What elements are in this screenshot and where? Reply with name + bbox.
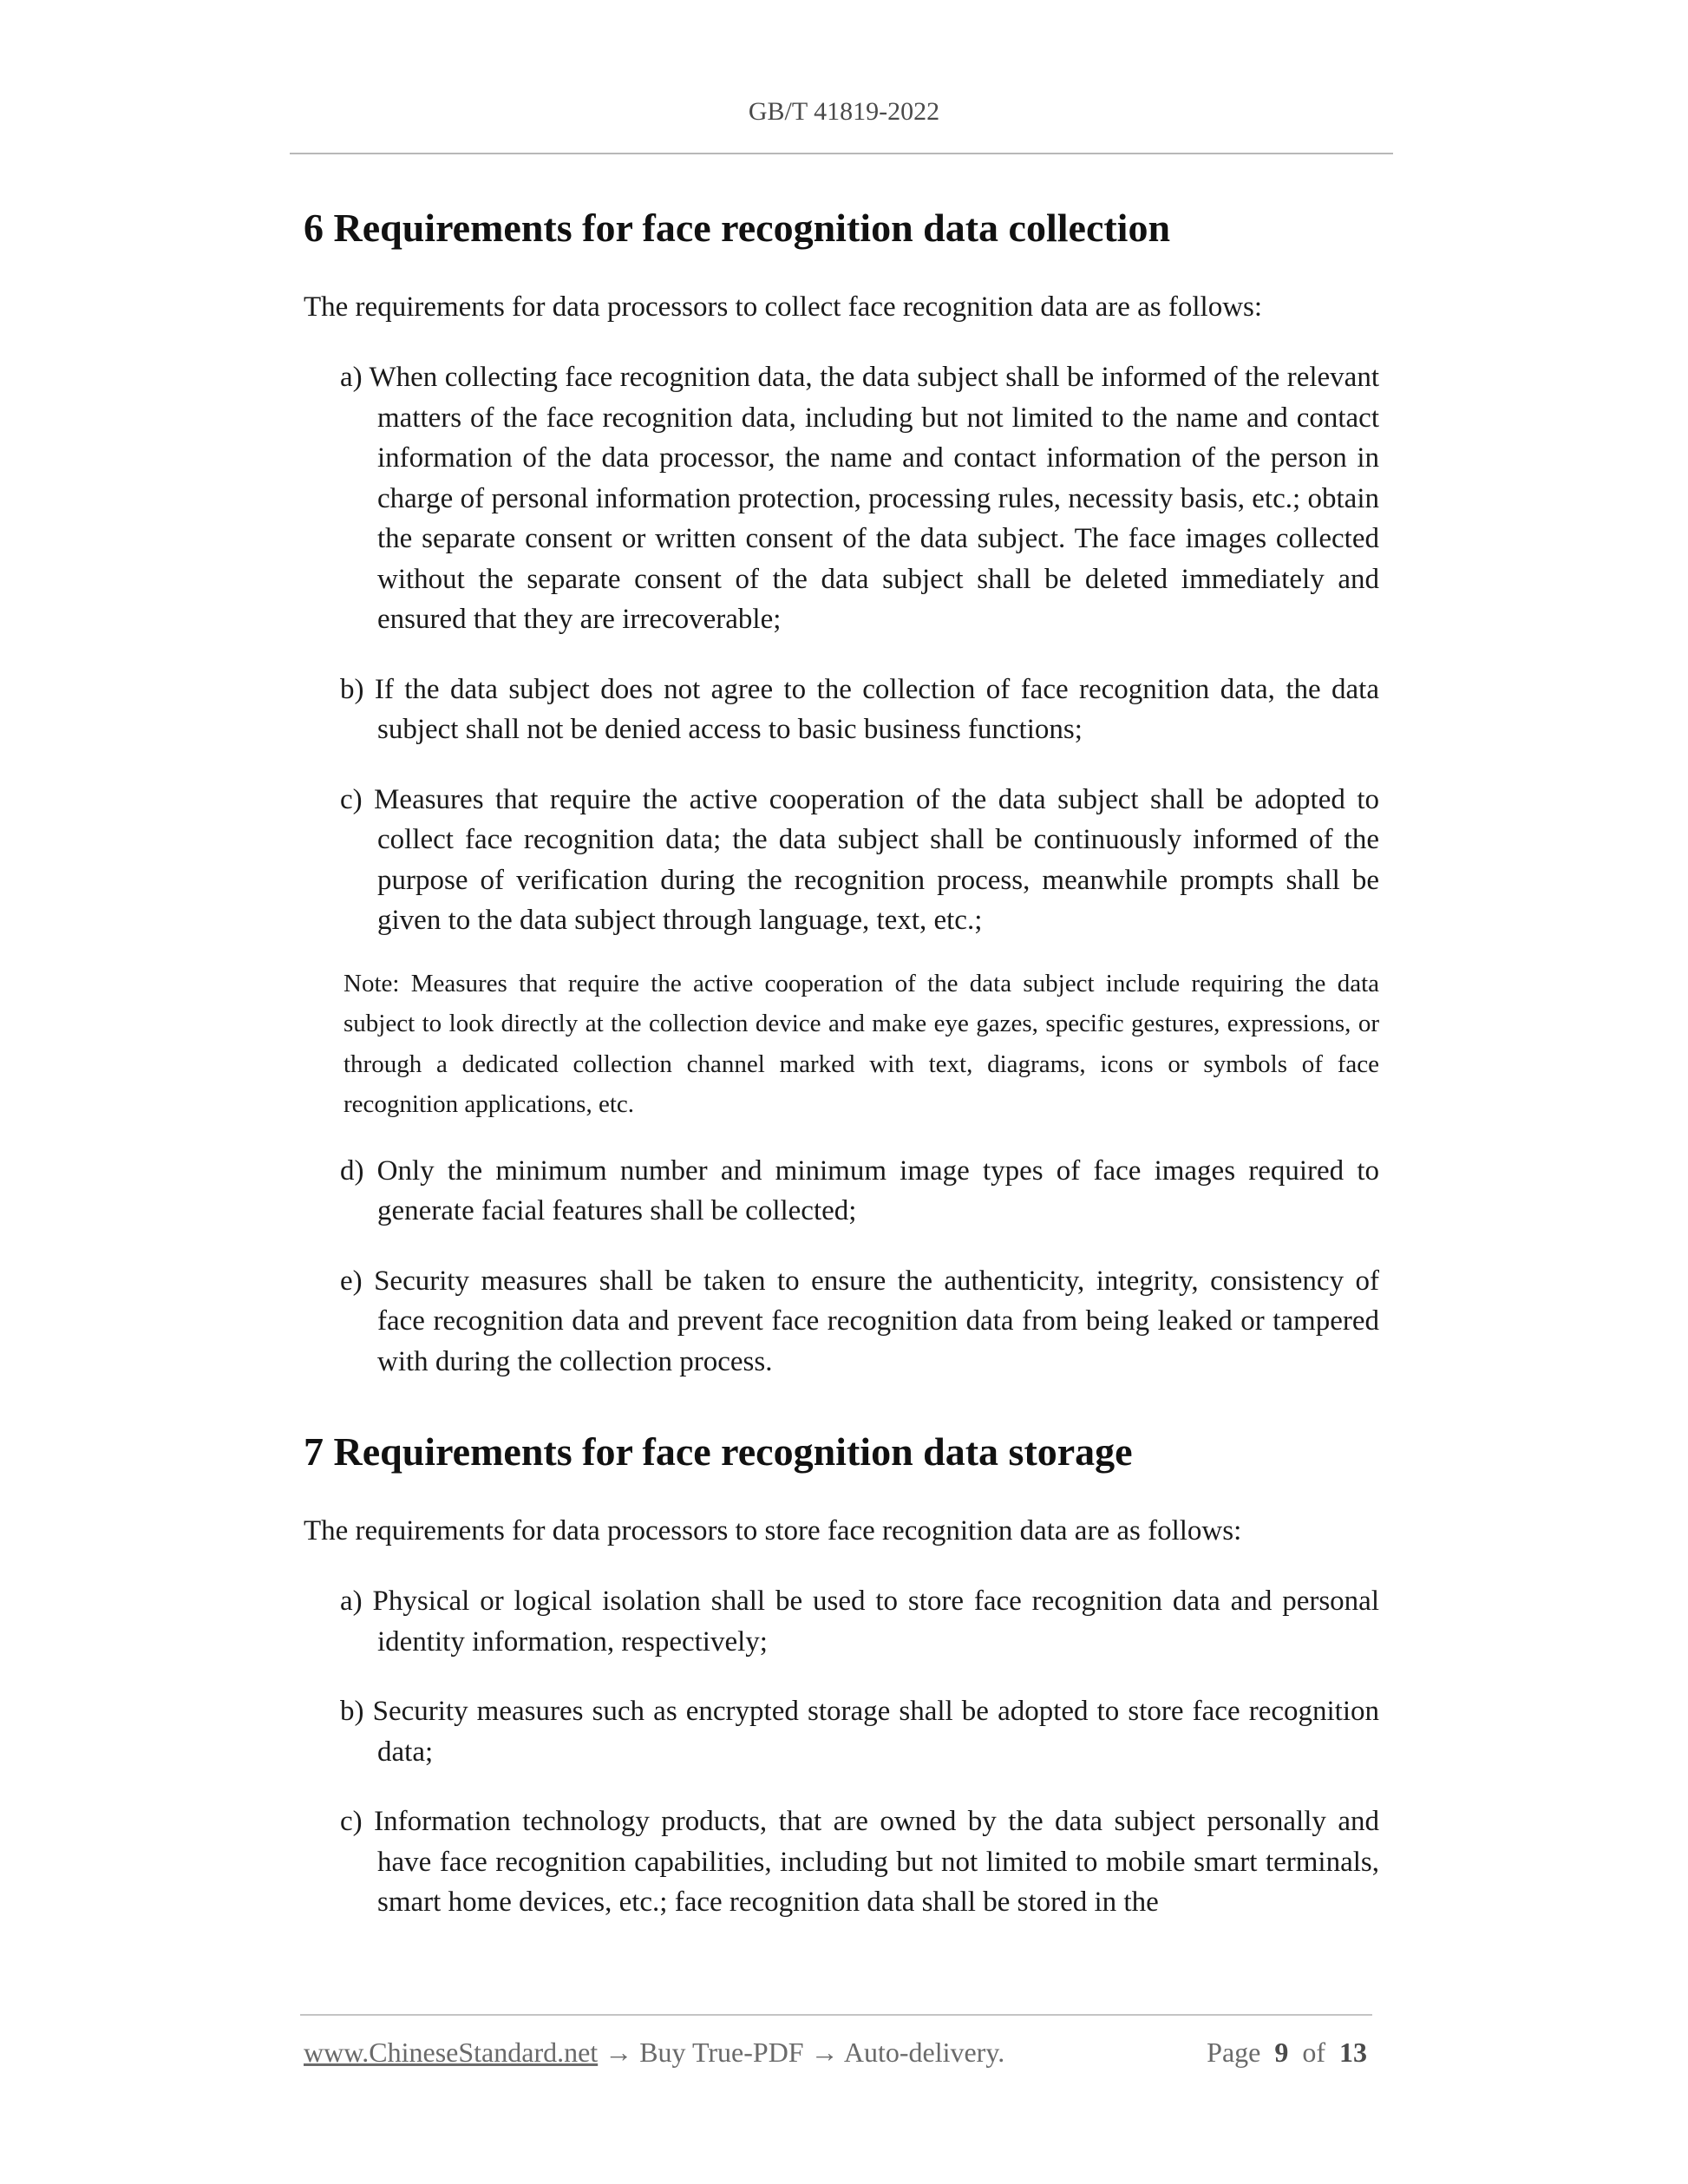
- footer-divider: [300, 2014, 1372, 2016]
- standard-number: GB/T 41819-2022: [748, 97, 940, 126]
- section-7-item-a: a) Physical or logical isolation shall be used to store face recognition data and personal identity information, respectively;: [340, 1586, 1379, 1658]
- section-6-note: Note: Measures that require the active cooperation of the data subject include requiring the data subject to look directly at the collection device and make eye gazes, specific gestures, expressions, or through a dedicated collection channel marked with text, diagrams, icons or symbols of face recognition applications, etc.: [343, 969, 1379, 1118]
- document-header: [0, 97, 1688, 127]
- section-6-item-a: a) When collecting face recognition data, the data subject shall be informed of the relevant matters of the face recognition data, including but not limited to the name and contact information of the data processor, the name and contact information of the person in charge of personal information protection, processing rules, necessity basis, etc.; obtain the separate consent or written consent of the data subject. The face images collected without the separate consent of the data subject shall be deleted immediately and ensured that they are irrecoverable;: [340, 362, 1379, 635]
- section-7-intro: The requirements for data processors to store face recognition data are as follows:: [304, 1515, 1242, 1546]
- page-content: [304, 198, 1379, 1923]
- header-divider: [290, 153, 1393, 154]
- of-label: of: [1302, 2037, 1325, 2068]
- section-7-item-c: c) Information technology products, that are owned by the data subject personally and have face recognition capabilities, including but not limited to mobile smart terminals, smart home devices, etc.; face recognition data shall be stored in the: [340, 1806, 1379, 1918]
- section-6-item-b: b) If the data subject does not agree to the collection of face recognition data, the data subject shall not be denied access to basic business functions;: [340, 673, 1379, 745]
- page-label: Page: [1207, 2037, 1261, 2068]
- section-6-intro: The requirements for data processors to collect face recognition data are as follows:: [304, 291, 1263, 323]
- page-indicator: [1207, 2033, 1367, 2071]
- section-6-item-d: d) Only the minimum number and minimum image types of face images required to generate facial features shall be collected;: [340, 1154, 1379, 1226]
- section-6-item-e: e) Security measures shall be taken to ensure the authenticity, integrity, consistency of face recognition data and prevent face recognition data from being leaked or tampered with during the collection process.: [340, 1265, 1379, 1377]
- arrow-right-icon: →: [810, 2037, 839, 2068]
- footer-promo: [304, 2033, 1004, 2071]
- auto-delivery-text: Auto-delivery.: [843, 2037, 1005, 2068]
- section-6-item-c: c) Measures that require the active cooperation of the data subject shall be adopted to collect face recognition data; the data subject shall be continuously informed of the purpose of verification during the recognition process, meanwhile prompts shall be given to the data subject through language, text, etc.;: [340, 783, 1379, 936]
- section-7-item-b: b) Security measures such as encrypted storage shall be adopted to store face recognition data;: [340, 1696, 1379, 1768]
- arrow-right-icon: →: [605, 2037, 633, 2068]
- current-page-number: 9: [1274, 2037, 1289, 2068]
- website-link[interactable]: www.ChineseStandard.net: [304, 2037, 599, 2068]
- total-page-number: 13: [1339, 2037, 1367, 2068]
- section-6-heading: 6 Requirements for face recognition data collection: [304, 206, 1171, 250]
- buy-pdf-text: Buy True-PDF: [639, 2037, 804, 2068]
- section-7-heading: 7 Requirements for face recognition data storage: [304, 1429, 1133, 1474]
